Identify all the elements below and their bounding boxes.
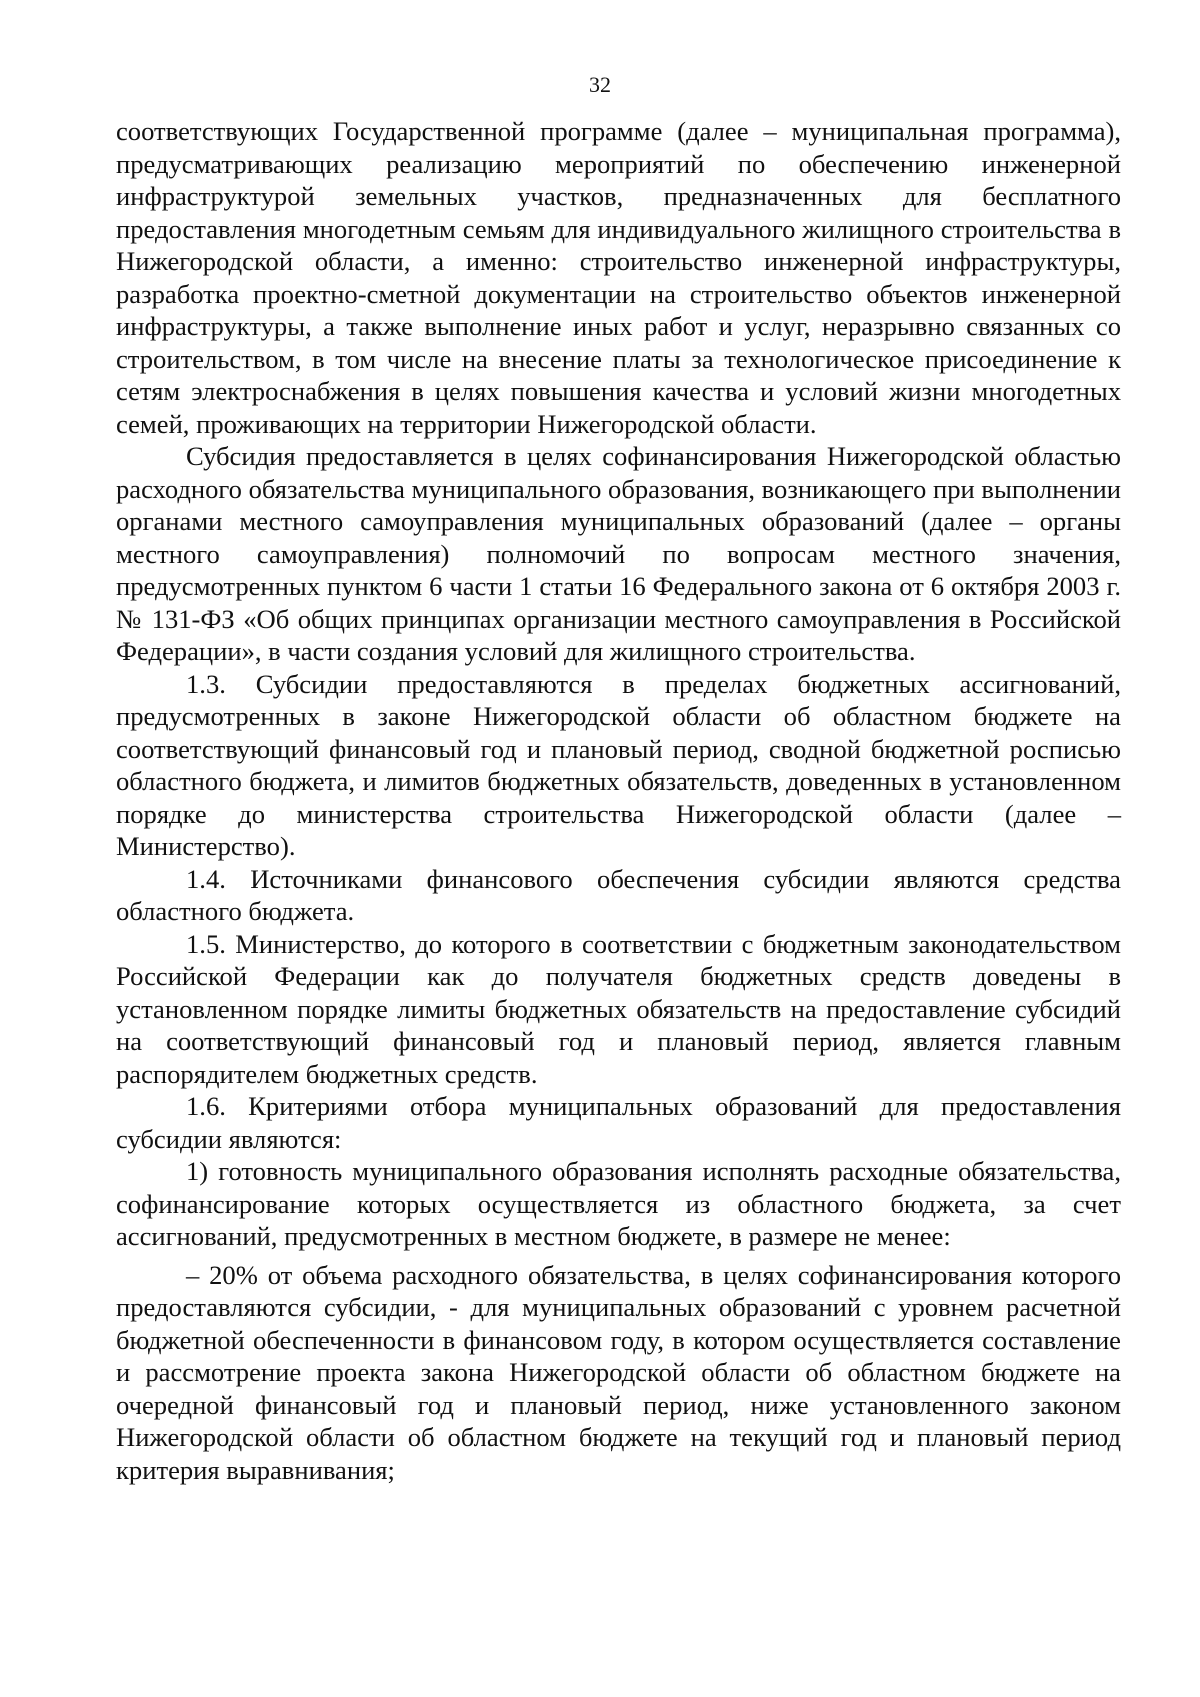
document-body <box>116 115 1121 1486</box>
paragraph-1-4: 1.4. Источниками финансового обеспечения субсидии являются средства областного бюджета. <box>116 863 1121 926</box>
paragraph-criterion-1: 1) готовность муниципального образования исполнять расходные обязательства, софинансирование которых осуществляется из областного бюджета, за счет ассигнований, предусмотренных в местном бюджете, в размере не менее: <box>116 1156 1121 1251</box>
paragraph-criterion-1-dash-20-percent: – 20% от объема расходного обязательства, в целях софинансирования которого предоставляются субсидии, - для муниципальных образований с уровнем расчетной бюджетной обеспеченности в финансовом году, в котором осуществляется составление и рассмотрение проекта закона Нижегородской области об областном бюджете на очередной финансовый год и плановый период, ниже установленного законом Нижегородской области об областном бюджете на текущий год и плановый период критерия выравнивания; <box>116 1259 1121 1485</box>
paragraph-subsidy-purpose: Субсидия предоставляется в целях софинансирования Нижегородской областью расходного обязательства муниципального образования, возникающего при выполнении органами местного самоуправления муниципальных образований (далее – органы местного самоуправления) полномочий по вопросам местного значения, предусмотренных пунктом 6 части 1 статьи 16 Федерального закона от 6 октября 2003 г. № 131-ФЗ «Об общих принципах организации местного самоуправления в Российской Федерации», в части создания условий для жилищного строительства. <box>116 441 1121 666</box>
paragraph-1-5: 1.5. Министерство, до которого в соответствии с бюджетным законодательством Российской Федерации как до получателя бюджетных средств доведены в установленном порядке лимиты бюджетных обязательств на предоставление субсидий на соответствующий финансовый год и плановый период, является главным распорядителем бюджетных средств. <box>116 928 1121 1089</box>
paragraph-program-continuation: соответствующих Государственной программе (далее – муниципальная программа), предусматривающих реализацию мероприятий по обеспечению инженерной инфраструктурой земельных участков, предназначенных для бесплатного предоставления многодетным семьям для индивидуального жилищного строительства в Нижегородской области, а именно: строительство инженерной инфраструктуры, разработка проектно-сметной документации на строительство объектов инженерной инфраструктуры, а также выполнение иных работ и услуг, неразрывно связанных со строительством, в том числе на внесение платы за технологическое присоединение к сетям электроснабжения в целях повышения качества и условий жизни многодетных семей, проживающих на территории Нижегородской области. <box>116 116 1121 439</box>
paragraph-1-6: 1.6. Критериями отбора муниципальных образований для предоставления субсидии являются: <box>116 1091 1121 1154</box>
page-number: 32 <box>589 72 611 97</box>
paragraph-1-3: 1.3. Субсидии предоставляются в пределах бюджетных ассигнований, предусмотренных в законе Нижегородской области об областном бюджете на соответствующий финансовый год и плановый период, сводной бюджетной росписью областного бюджета, и лимитов бюджетных обязательств, доведенных в установленном порядке до министерства строительства Нижегородской области (далее – Министерство). <box>116 668 1121 861</box>
